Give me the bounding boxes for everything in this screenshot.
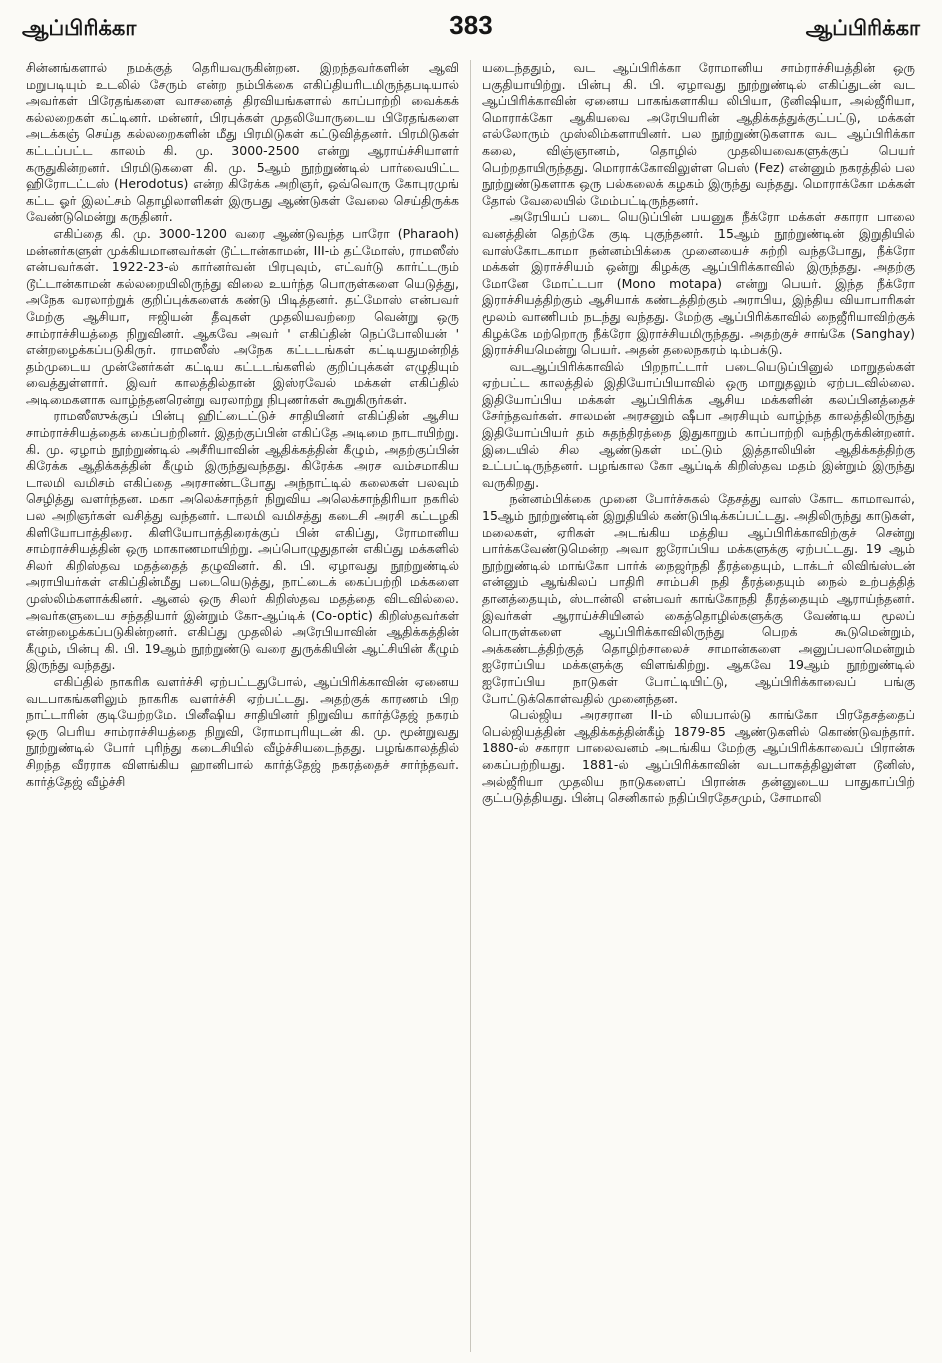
left-column xyxy=(26,60,459,1352)
paragraph: வடஆப்பிரிக்காவில் பிறநாட்டார் படையெடுப்பினுல் மாறுதல்கள் ஏற்பட்ட காலத்தில் இதியோப்பியாவில் ஒரு மாறுதலும் ஏற்படவில்லை. இதியோப்பிய மக்கள் ஆப்பிரிக்க ஆசிய மக்களின் கலப்பினத்தைச் சேர்ந்தவர்கள். சாலமன் அரசனும் ஷீபா அரசியும் வாழ்ந்த காலத்திலிருந்து இதியோப்பியர் தம் சுதந்திரத்தை இதுகாறும் காப்பாற்றி வந்திருக்கின்றனர். இடையில் சில ஆண்டுகள் மட்டும் இத்தாலியின் ஆதிக்கத்திற்கு உட்பட்டிருந்தனர். பழங்கால கோ ஆப்டிக் கிறிஸ்தவ மதம் இன்றும் இருந்து வருகிறது. xyxy=(482,358,915,490)
page-number: 383 xyxy=(449,10,493,40)
running-title-left: ஆப்பிரிக்கா xyxy=(22,16,137,40)
column-divider xyxy=(470,60,471,1352)
paragraph: அரேபியப் படை யெடுப்பின் பயனுக நீக்ரோ மக்கள் சகாரா பாலை வனத்தின் தெற்கே குடி புகுந்தனர். 15ஆம் நூற்றுண்டின் இறுதியில் வாஸ்கோடகாமா நன்னம்பிக்கை முனையைச் சுற்றி வந்தபோது, நீக்ரோ மக்கள் இராச்சியம் ஒன்று கிழக்கு ஆப்பிரிக்காவில் இருந்தது. அதற்கு மோனே மோட்டபா (Mono motapa) என்று பெயர். இந்த நீக்ரோ இராச்சியத்திற்கும் ஆசியாக் கண்டத்திற்கும் அராபிய, இந்திய வியாபாரிகள் மூலம் வாணிபம் நடந்து வந்தது. மேற்கு ஆப்பிரிக்காவில் நைஜீரியாவிற்குக் கிழக்கே மற்றொரு நீக்ரோ இராச்சியமிருந்தது. அதற்குச் சாங்கே (Sanghay) இராச்சியமென்று பெயர். அதன் தலைநகரம் டிம்பக்டு. xyxy=(482,209,915,358)
right-column xyxy=(482,60,915,1352)
running-title-right: ஆப்பிரிக்கா xyxy=(805,16,920,40)
page-header xyxy=(22,10,920,44)
paragraph: நன்னம்பிக்கை முனை போர்ச்சுகல் தேசத்து வாஸ் கோட காமாவால், 15ஆம் நூற்றுண்டின் இறுதியில் கண்டுபிடிக்கப்பட்டது. அதிலிருந்து காடுகள், மலைகள், ஏரிகள் அடங்கிய மத்திய ஆப்பிரிக்காவிற்குச் சென்று பார்க்கவேண்டுமென்ற அவா ஐரோப்பிய மக்களுக்கு ஏற்பட்டது. 19 ஆம் நூற்றுண்டில் மாங்கோ பார்க் நைஜர்நதி தீரத்தையும், டாக்டர் லிவிங்ஸ்டன் என்னும் ஆங்கிலப் பாதிரி சாம்பசி நதி தீரத்தையும் நைல் உற்பத்தித் தானத்தையும், ஸ்டான்லி என்பவர் காங்கோநதி தீரத்தையும் ஆராய்ந்தனர். இவர்கள் ஆராய்ச்சியினல் கைத்தொழில்களுக்கு வேண்டிய மூலப் பொருள்களை ஆப்பிரிக்காவிலிருந்து பெறக் கூடுமென்றும், அக்கண்டத்திற்குத் தொழிற்சாலைச் சாமான்களை அனுப்பலாமென்றும் ஐரோப்பிய மக்களுக்கு விளங்கிற்று. ஆகவே 19ஆம் நூற்றுண்டில் ஐரோப்பிய நாடுகள் போட்டியிட்டு, ஆப்பிரிக்காவைப் பங்கு போட்டுக்கொள்வதில் முனைந்தன. xyxy=(482,491,915,706)
paragraph: ராமஸீஸுக்குப் பின்பு ஹிட்டைட்டுச் சாதியினர் எகிப்தின் ஆசிய சாம்ராச்சியத்தைக் கைப்பற்றினர். இதற்குப்பின் எகிப்தே அடிமை நாடாயிற்று. கி. மு. ஏழாம் நூற்றுண்டில் அசீரியாவின் ஆதிக்கத்தின் கீழும், அதற்குப்பின் கிரேக்க ஆதிக்கத்தின் கீழும் இருந்துவந்தது. கிரேக்க அரச வம்சமாகிய டாலமி வமிசம் எகிப்தை அரசாண்டபோது அந்நாட்டில் கலைகள் பலவும் செழித்து வளர்ந்தன. மகா அலெக்சாந்தர் நிறுவிய அலெக்சாந்திரியா நகரில் பல அறிஞர்கள் வசித்து வந்தனர். டாலமி வமிசத்து கடைசி அரசி கட்டழகி கிளியோபாத்திரை. கிளியோபாத்திரைக்குப் பின் எகிப்து, ரோமானிய சாம்ராச்சியத்தின் ஒரு மாகாணமாயிற்று. அப்பொழுதுதான் எகிப்து மக்களில் சிலர் கிறிஸ்தவ மதத்தைத் தழுவினர். கி. பி. ஏழாவது நூற்றுண்டில் அராபியர்கள் எகிப்தின்மீது படையெடுத்து, நாட்டைக் கைப்பற்றி மக்களை முஸ்லிம்களாக்கினர். ஆனல் ஒரு சிலர் கிறிஸ்தவ மதத்தை விடவில்லை. அவர்களுடைய சந்ததியார் இன்றும் கோ-ஆப்டிக் (Co-optic) கிறிஸ்தவர்கள் என்றழைக்கப்படுகின்றனர். எகிப்து முதலில் அரேபியாவின் ஆதிக்கத்தின் கீழும், பின்பு கி. பி. 19ஆம் நூற்றுண்டு வரை துருக்கியின் ஆட்சியின் கீழும் இருந்து வந்தது. xyxy=(26,408,459,673)
paragraph: எகிப்தில் நாகரிக வளர்ச்சி ஏற்பட்டதுபோல், ஆப்பிரிக்காவின் ஏனைய வடபாகங்களிலும் நாகரிக வளர்ச்சி ஏற்பட்டது. அதற்குக் காரணம் பிற நாட்டாரின் குடியேற்றமே. பினீஷிய சாதியினர் நிறுவிய கார்த்தேஜ் நகரம் ஒரு பெரிய சாம்ராச்சியத்தை நிறுவி, ரோமாபுரியுடன் கி. மு. மூன்றுவது நூற்றுண்டில் போர் புரிந்து கடைசியில் வீழ்ச்சியடைந்தது. பழங்காலத்தில் சிறந்த வீரராக விளங்கிய ஹானிபால் கார்த்தேஜ் நகரத்தைச் சார்ந்தவர். கார்த்தேஜ் வீழ்ச்சி xyxy=(26,673,459,789)
paragraph: யடைந்ததும், வட ஆப்பிரிக்கா ரோமானிய சாம்ராச்சியத்தின் ஒரு பகுதியாயிற்று. பின்பு கி. பி. ஏழாவது நூற்றுண்டில் எகிப்துடன் வட ஆப்பிரிக்காவின் ஏனைய பாகங்களாகிய லிபியா, டூனிஷியா, அல்ஜீரியா, மொராக்கோ ஆகியவை அரேபியரின் ஆதிக்கத்துக்குட்பட்டு, மக்கள் எல்லோரும் முஸ்லிம்களாயினர். பல நூற்றுண்டுகளாக வட ஆப்பிரிக்கா கலை, விஞ்ஞானம், தொழில் முதலியவைகளுக்குப் பெயர் பெற்றதாயிருந்தது. மொராக்கோவிலுள்ள பெஸ் (Fez) என்னும் நகரத்தில் பல நூற்றுண்டுகளாக ஒரு பல்கலைக் கழகம் இருந்து வந்தது. மொராக்கோ மக்கள் தோல் வேலையில் மேம்பட்டிருந்தனர். xyxy=(482,60,915,208)
paragraph: எகிப்தை கி. மு. 3000-1200 வரை ஆண்டுவந்த பாரோ (Pharaoh) மன்னர்களுள் முக்கியமானவர்கள் டூட்டான்காமன், III-ம் தட்மோஸ், ராமஸீஸ் என்பவர்கள். 1922-23-ல் கார்னர்வன் பிரபுவும், எட்வர்டு கார்ட்டரும் டூட்டான்காமன் கல்லறையிலிருந்து விலை உயர்ந்த பொருள்களை யெடுத்து, அநேக வரலாற்றுக் குறிப்புக்களைக் கண்டு பிடித்தனர். தட்மோஸ் என்பவர் மேற்கு ஆசியா, ஈஜியன் தீவுகள் முதலியவற்றை வென்று ஒரு சாம்ராச்சியத்தை நிறுவினர். ஆகவே அவர் ' எகிப்தின் நெப்போலியன் ' என்றழைக்கப்படுகிருர். ராமஸீஸ் அநேக கட்டடங்கள் கட்டியதுமன்றித் தம்முடைய முன்னேர்கள் கட்டிய கட்டடங்களில் குறிப்புக்கள் எழுதியும் வைத்துள்ளார். இவர் காலத்தில்தான் இஸ்ரவேல் மக்கள் எகிப்தில் அடிமைகளாக வாழ்ந்தனரென்று வரலாற்று நிபுணர்கள் கூறுகிருர்கள். xyxy=(26,225,459,407)
paragraph: பெல்ஜிய அரசரான II-ம் லியபால்டு காங்கோ பிரதேசத்தைப் பெல்ஜியத்தின் ஆதிக்கத்தின்கீழ் 1879-85 ஆண்டுகளில் கொண்டுவந்தார். 1880-ல் சகாரா பாலைவனம் அடங்கிய மேற்கு ஆப்பிரிக்காவைப் பிரான்சு கைப்பற்றியது. 1881-ல் ஆப்பிரிக்காவின் வடபாகத்திலுள்ள டூனிஸ், அல்ஜீரியா முதலிய நாடுகளைப் பிரான்சு தன்னுடைய பாதுகாப்பிற் குட்படுத்தியது. பின்பு செனிகால் நதிப்பிரதேசமும், சோமாலி xyxy=(482,707,915,806)
paragraph: சின்னங்களால் நமக்குத் தெரியவருகின்றன. இறந்தவர்களின் ஆவி மறுபடியும் உடலில் சேரும் என்ற நம்பிக்கை எகிப்தியரிடமிருந்தபடியால் அவர்கள் பிரேதங்களை வாசனைத் திரவியங்களால் காப்பாற்றி வைக்கக் கல்லறைகள் கட்டினர். மன்னர், பிரபுக்கள் முதலியோருடைய பிரேதங்களை அடக்கஞ் செய்த கல்லறைகளின் மீது பிரமிடுகள் கட்டுவித்தனர். பிரமிடுகள் கட்டப்பட்ட காலம் கி. மு. 3000-2500 என்று ஆராய்ச்சியாளர் கருதுகின்றனர். பிரமிடுகளை கி. மு. 5ஆம் நூற்றுண்டில் பார்வையிட்ட ஹிரோடட்டஸ் (Herodotus) என்ற கிரேக்க அறிஞர், ஒவ்வொரு கோபுரமுங் கட்ட ஓர் இலட்சம் தொழிலாளிகள் இருபது ஆண்டுகள் வேலை செய்திருக்க வேண்டுமென்று கருதினர். xyxy=(26,60,459,225)
